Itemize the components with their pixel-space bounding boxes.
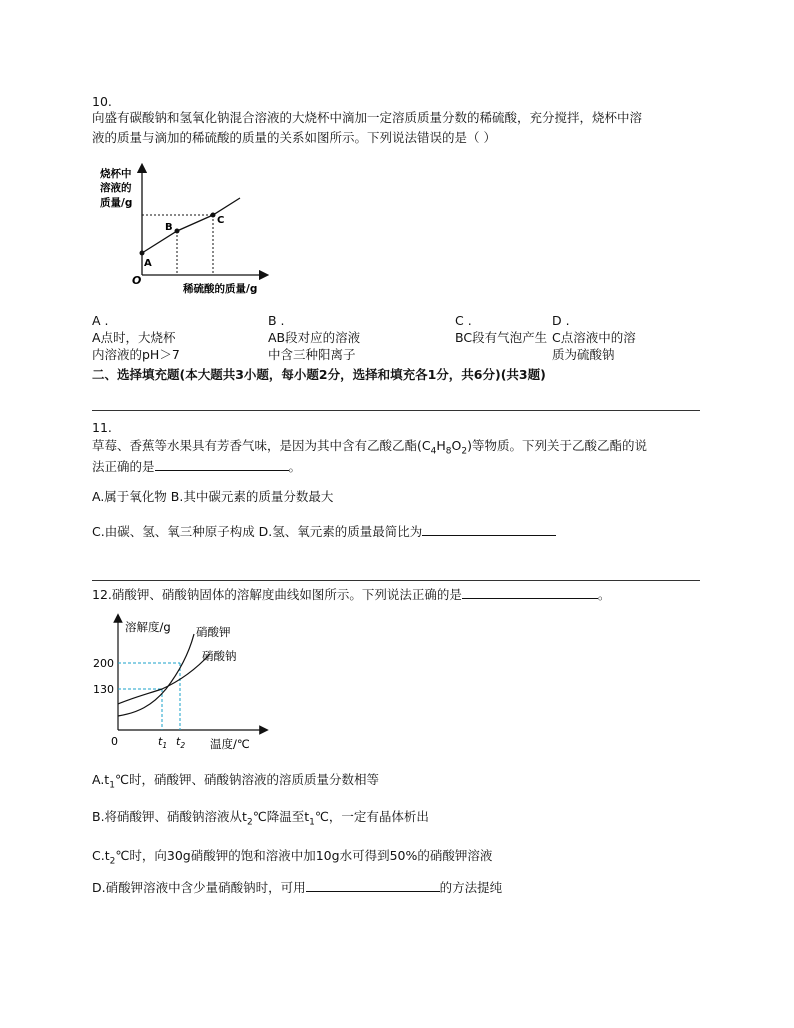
q12-tick-130: 130 bbox=[93, 683, 114, 696]
q12-option-b-pre: B.将硝酸钾、硝酸钠溶液从t bbox=[92, 809, 247, 824]
q10-option-b-letter: B . bbox=[268, 313, 285, 328]
q12-curve-kno3 bbox=[118, 634, 194, 716]
divider-2 bbox=[92, 580, 700, 581]
q10-ylabel-1: 烧杯中 bbox=[100, 168, 132, 180]
q10-option-a[interactable] bbox=[92, 312, 187, 363]
q12-tick-t1 bbox=[158, 735, 167, 750]
q12-option-b-post: ℃，一定有晶体析出 bbox=[314, 809, 429, 824]
q12-tick-t2-sub: 2 bbox=[180, 741, 186, 750]
q12-option-a[interactable] bbox=[92, 770, 379, 796]
q12-option-b-sub1: 2 bbox=[246, 817, 253, 828]
q12-solubility-graph bbox=[92, 612, 282, 754]
q10-stem-line2: 液的质量与滴加的稀硫酸的质量的关系如图所示。下列说法错误的是（ ） bbox=[92, 130, 496, 145]
q10-point-c bbox=[211, 213, 216, 218]
q12-tick-t1-letter: t bbox=[158, 735, 163, 748]
q10-point-a bbox=[140, 251, 145, 256]
q10-option-a-letter: A . bbox=[92, 313, 109, 328]
q11-options-line1: A.属于氧化物 B.其中碳元素的质量分数最大 bbox=[92, 489, 334, 504]
q10-option-d-text: C点溶液中的溶质为硫酸钠 bbox=[552, 330, 636, 362]
q10-label-b: B bbox=[165, 222, 173, 233]
q10-option-b-text: AB段对应的溶液中含三种阳离子 bbox=[268, 330, 361, 362]
q10-option-d[interactable] bbox=[552, 312, 647, 363]
q12-option-c[interactable] bbox=[92, 846, 492, 872]
q11-stem-line2 bbox=[92, 456, 301, 477]
q10-stem-line1: 向盛有碳酸钠和氢氧化钠混合溶液的大烧杯中滴加一定溶质质量分数的稀硫酸，充分搅拌，烧杯中溶 bbox=[92, 110, 643, 125]
q12-stem bbox=[92, 584, 610, 605]
q11-stem-pre: 草莓、香蕉等水果具有芳香气味，是因为其中含有乙酸乙酯(C bbox=[92, 438, 431, 453]
q10-graph bbox=[92, 160, 282, 300]
q12-curve-nano3 bbox=[118, 654, 210, 704]
q12-option-b-sub2: 1 bbox=[309, 817, 315, 828]
q11-ratio-blank[interactable] bbox=[422, 521, 556, 536]
q12-option-a-sub: 1 bbox=[109, 780, 115, 791]
q11-stem-line2-text: 法正确的是 bbox=[92, 459, 155, 474]
q12-option-b-mid: ℃降温至t bbox=[252, 809, 310, 824]
divider-1 bbox=[92, 410, 700, 411]
q10-origin: O bbox=[132, 274, 142, 287]
q10-option-a-text: A点时，大烧杯内溶液的pH＞7 bbox=[92, 330, 180, 362]
q11-options-line2 bbox=[92, 521, 556, 542]
q10-label-c: C bbox=[217, 215, 225, 226]
q12-origin: 0 bbox=[111, 735, 118, 748]
q10-option-b[interactable] bbox=[268, 312, 363, 363]
q12-option-c-pre: C.t bbox=[92, 848, 110, 863]
q11-sub-4: 4 bbox=[430, 446, 437, 457]
q12-ylabel: 溶解度/g bbox=[125, 620, 171, 634]
q11-options-line2-text: C.由碳、氢、氧三种原子构成 D.氢、氧元素的质量最简比为 bbox=[92, 524, 423, 539]
q10-number: 10. bbox=[92, 94, 112, 109]
q12-option-d-post: 的方法提纯 bbox=[439, 880, 503, 895]
q10-point-b bbox=[175, 229, 180, 234]
q11-number: 11. bbox=[92, 420, 112, 435]
q11-stem-line2-end: 。 bbox=[288, 459, 302, 474]
q11-sub-2: 2 bbox=[461, 446, 468, 457]
q12-option-b[interactable] bbox=[92, 807, 429, 833]
q10-xlabel: 稀硫酸的质量/g bbox=[183, 283, 258, 295]
q11-h: H bbox=[436, 438, 446, 453]
q12-option-d-blank[interactable] bbox=[306, 877, 440, 892]
q11-o: O bbox=[451, 438, 462, 453]
q10-ylabel-2: 溶液的 bbox=[100, 182, 132, 194]
q11-sub-8: 8 bbox=[445, 446, 452, 457]
q10-curve bbox=[142, 198, 240, 253]
q11-answer-blank[interactable] bbox=[155, 456, 289, 471]
q10-option-c-text: BC段有气泡产生 bbox=[455, 330, 548, 345]
q12-option-d-pre: D.硝酸钾溶液中含少量硝酸钠时，可用 bbox=[92, 880, 306, 895]
q12-tick-t2-letter: t bbox=[176, 735, 181, 748]
q12-tick-t1-sub: 1 bbox=[162, 741, 168, 750]
q10-option-c-letter: C . bbox=[455, 313, 472, 328]
q12-option-a-pre: A.t bbox=[92, 772, 110, 787]
section-2-title: 二、选择填充题(本大题共3小题，每小题2分，选择和填充各1分，共6分)(共3题) bbox=[92, 367, 546, 382]
q12-stem-text: 12.硝酸钾、硝酸钠固体的溶解度曲线如图所示。下列说法正确的是 bbox=[92, 587, 462, 602]
q12-xlabel: 温度/℃ bbox=[210, 737, 250, 751]
q12-tick-t2 bbox=[176, 735, 185, 750]
q10-option-c[interactable] bbox=[455, 312, 550, 346]
q12-label-kno3: 硝酸钾 bbox=[196, 625, 231, 639]
q12-stem-end: 。 bbox=[597, 587, 611, 602]
q10-option-d-letter: D . bbox=[552, 313, 570, 328]
q10-ylabel-3: 质量/g bbox=[100, 197, 133, 209]
q11-stem-post: )等物质。下列关于乙酸乙酯的说 bbox=[467, 438, 647, 453]
q12-tick-200: 200 bbox=[93, 657, 114, 670]
q12-label-nano3: 硝酸钠 bbox=[202, 649, 237, 663]
q12-option-a-post: ℃时，硝酸钾、硝酸钠溶液的溶质质量分数相等 bbox=[114, 772, 379, 787]
q10-label-a: A bbox=[144, 258, 152, 269]
q12-option-d[interactable] bbox=[92, 877, 502, 898]
q12-option-c-sub: 2 bbox=[109, 856, 116, 867]
q12-answer-blank[interactable] bbox=[462, 584, 598, 599]
q12-option-c-post: ℃时，向30g硝酸钾的饱和溶液中加10g水可得到50%的硝酸钾溶液 bbox=[115, 848, 493, 863]
